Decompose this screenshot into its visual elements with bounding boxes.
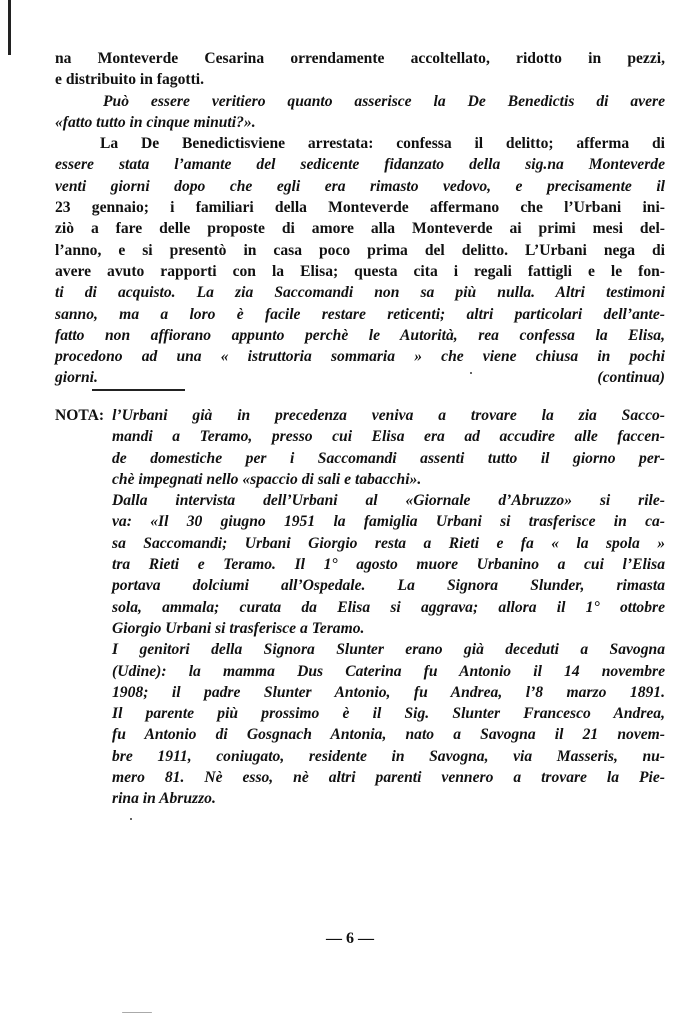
text-line: ti di acquisto. La zia Saccomandi non sa più nulla. Altri testimoni bbox=[55, 284, 665, 302]
note-line: chè impegnati nello «spaccio di sali e tabacchi». bbox=[112, 470, 422, 488]
footnote-block bbox=[55, 405, 665, 810]
note-line: sa Saccomandi; Urbani Giorgio resta a Rieti e fa « la spola » bbox=[112, 534, 665, 552]
note-line: va: «Il 30 giugno 1951 la famiglia Urbani si trasferisce in ca- bbox=[112, 513, 665, 531]
note-line: Il parente più prossimo è il Sig. Slunter Francesco Andrea, bbox=[112, 705, 665, 723]
note-line: (Udine): la mamma Dus Caterina fu Antonio il 14 novembre bbox=[112, 662, 665, 680]
note-line: de domestiche per i Saccomandi assenti tutto il giorno per- bbox=[112, 449, 665, 467]
note-line: bre 1911, coniugato, residente in Savogna, via Masseris, nu- bbox=[112, 747, 665, 765]
text-line: fatto non affiorano appunto perchè le Autorità, rea confessa la Elisa, bbox=[55, 326, 665, 344]
note-line: 1908; il padre Slunter Antonio, fu Andrea, l’8 marzo 1891. bbox=[112, 683, 665, 701]
note-line bbox=[55, 405, 665, 426]
text-line: na Monteverde Cesarina orrendamente accoltellato, ridotto in pezzi, bbox=[55, 50, 665, 67]
text-line: sanno, ma a loro è facile restare reticenti; altri particolari dell’ante- bbox=[55, 305, 665, 323]
note-line: mandi a Teramo, presso cui Elisa era ad accudire alle faccen- bbox=[112, 428, 665, 446]
text-line bbox=[55, 367, 665, 388]
text-line: Può essere veritiero quanto asserisce la De Benedictis di avere bbox=[103, 92, 665, 110]
text-line: l’anno, e si presentò in casa poco prima del delitto. L’Urbani nega di bbox=[55, 241, 665, 259]
text-line: ziò a fare delle proposte di amore alla Monteverde ai primi mesi del- bbox=[55, 220, 665, 238]
text-line: avere avuto rapporti con la Elisa; questa cita i regali fattigli e le fon- bbox=[55, 262, 665, 280]
scan-speck bbox=[122, 1012, 152, 1013]
text-line: e distribuito in fagotti. bbox=[55, 71, 205, 89]
text-line: venti giorni dopo che egli era rimasto vedovo, e precisamente il bbox=[55, 177, 665, 195]
text-line: «fatto tutto in cinque minuti?». bbox=[55, 113, 256, 131]
note-line: mero 81. Nè esso, nè altri parenti vennero a trovare la Pie- bbox=[112, 769, 665, 787]
margin-scan-mark bbox=[8, 0, 11, 55]
note-line: sola, ammala; curata da Elisa si aggrava; allora il 1° ottobre bbox=[112, 598, 665, 616]
main-text-block bbox=[55, 48, 665, 389]
continued-marker: (continua) bbox=[597, 369, 665, 387]
scan-speck bbox=[130, 818, 132, 820]
note-line: portava dolciumi all’Ospedale. La Signora Slunder, rimasta bbox=[112, 577, 665, 595]
note-line: Giorgio Urbani si trasferisce a Teramo. bbox=[112, 619, 365, 637]
note-label: NOTA: bbox=[55, 407, 105, 424]
note-line: fu Antonio di Gosgnach Antonia, nato a Savogna il 21 novem- bbox=[112, 726, 665, 744]
note-line: Dalla intervista dell’Urbani al «Giornale d’Abruzzo» si rile- bbox=[112, 492, 665, 510]
text-line-end: giorni. bbox=[55, 369, 98, 387]
footnote-divider bbox=[92, 389, 185, 391]
note-line: tra Rieti e Teramo. Il 1° agosto muore Urbanino a cui l’Elisa bbox=[112, 556, 665, 574]
text-line: essere stata l’amante del sedicente fidanzato della sig.na Monteverde bbox=[55, 156, 665, 174]
note-line: rina in Abruzzo. bbox=[112, 790, 216, 808]
note-text: l’Urbani già in precedenza veniva a trovare la zia Sacco- bbox=[112, 407, 665, 424]
scan-speck bbox=[470, 372, 472, 374]
text-line: 23 gennaio; i familiari della Monteverde affermano che l’Urbani ini- bbox=[55, 199, 665, 217]
text-line: procedono ad una « istruttoria sommaria » che viene chiusa in pochi bbox=[55, 348, 665, 366]
page-number: — 6 — bbox=[326, 930, 374, 947]
text-line: La De Benedictisviene arrestata: confessa il delitto; afferma di bbox=[100, 135, 665, 153]
note-line: I genitori della Signora Slunter erano già deceduti a Savogna bbox=[112, 641, 665, 659]
